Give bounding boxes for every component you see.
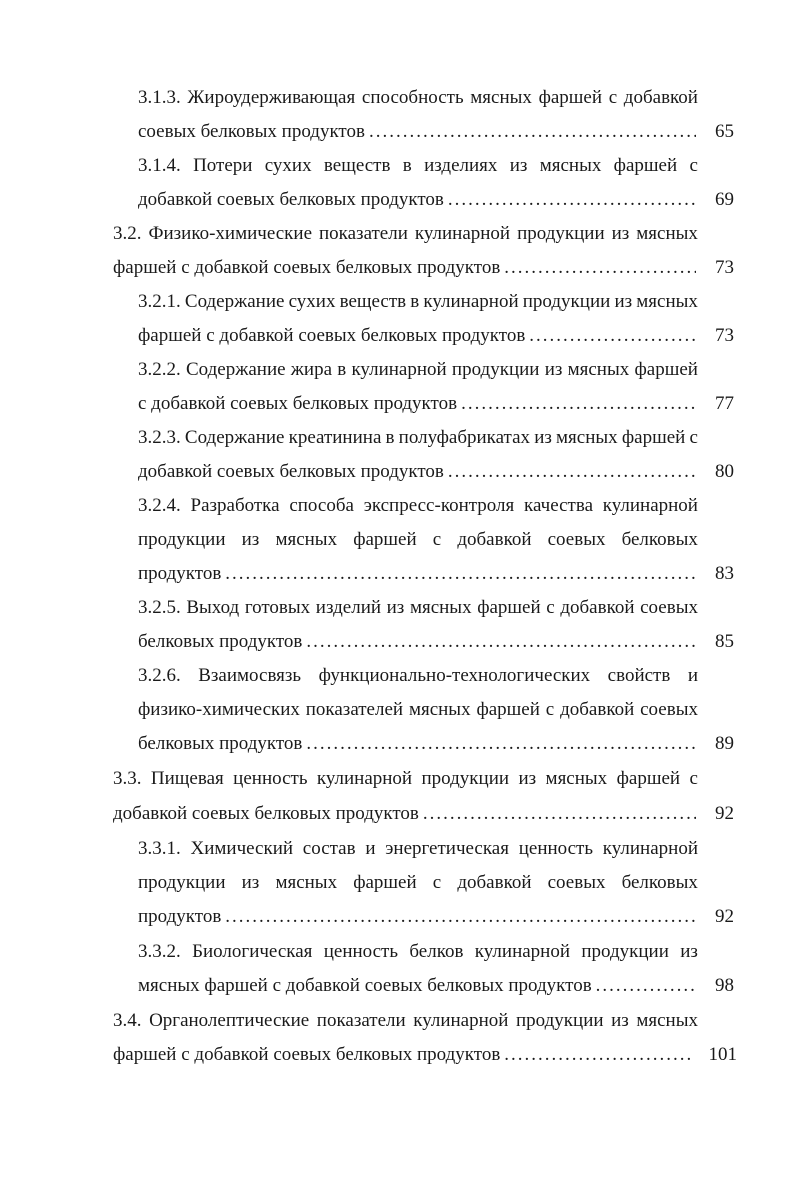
toc-word: из [611, 223, 630, 244]
dot-leader [225, 559, 696, 589]
toc-word: продукции [138, 529, 226, 550]
toc-word: Потери [193, 155, 253, 176]
toc-page-number: 65 [715, 121, 734, 142]
toc-entry-line [138, 83, 698, 113]
toc-word: с [689, 427, 698, 448]
toc-word: 3.2.2. [138, 359, 181, 380]
toc-word: Химический [190, 838, 294, 859]
toc-word: 3.2.5. [138, 597, 181, 618]
dot-leader [423, 799, 696, 829]
toc-word: веществ [323, 155, 391, 176]
toc-word: соевых [640, 699, 698, 720]
toc-word: полуфабрикатах [398, 427, 531, 448]
toc-word: 3.3.2. [138, 941, 181, 962]
toc-word: свойств [607, 665, 671, 686]
toc-word: добавкой [560, 597, 635, 618]
toc-page-number: 77 [715, 393, 734, 414]
toc-entry-text: фаршей с добавкой соевых белковых продуктов [113, 1044, 501, 1065]
toc-word: с [432, 529, 442, 550]
dot-leader [306, 729, 696, 759]
toc-page-number: 85 [715, 631, 734, 652]
toc-word: кулинарной [602, 495, 698, 516]
toc-entry-text: добавкой соевых белковых продуктов [113, 803, 419, 824]
toc-word: с [608, 87, 618, 108]
toc-page-number: 92 [715, 803, 734, 824]
toc-entry-line [138, 868, 698, 898]
toc-word: мясных [408, 699, 471, 720]
dot-leader [306, 627, 696, 657]
dot-leader [596, 971, 696, 1001]
toc-entry-text: продуктов [138, 906, 222, 927]
toc-word: продукции [138, 872, 226, 893]
toc-word: фаршей [353, 872, 417, 893]
toc-word: веществ [339, 291, 407, 312]
toc-word: с [689, 155, 698, 176]
toc-word: Содержание [184, 291, 285, 312]
toc-entry-leader-line [138, 389, 702, 419]
toc-word: продукции [421, 768, 510, 789]
toc-entry-line [138, 937, 698, 967]
toc-word: из [241, 529, 260, 550]
toc-word: из [241, 872, 260, 893]
toc-word: 3.2.6. [138, 665, 181, 686]
toc-page-number: 73 [715, 257, 734, 278]
toc-word: Содержание [184, 427, 285, 448]
toc-entry-line [138, 151, 698, 181]
toc-entry-text: белковых продуктов [138, 631, 303, 652]
toc-word: из [509, 155, 528, 176]
toc-word: Выход [186, 597, 240, 618]
toc-word: показатели [319, 223, 408, 244]
toc-word: белковых [621, 529, 698, 550]
dot-leader [529, 321, 696, 351]
toc-word: состав [302, 838, 356, 859]
toc-word: белковых [621, 872, 698, 893]
toc-entry-leader-line [138, 902, 702, 932]
dot-leader [448, 457, 696, 487]
toc-word: способа [289, 495, 354, 516]
toc-word: мясных [539, 155, 602, 176]
toc-entry-line [138, 423, 698, 453]
toc-word: с [432, 872, 442, 893]
toc-entry-leader-line [138, 185, 702, 215]
toc-entry-text: белковых продуктов [138, 733, 303, 754]
toc-entry-line [138, 834, 698, 864]
toc-entry-line [138, 491, 698, 521]
toc-entry-leader-line [138, 971, 702, 1001]
dot-leader [504, 1040, 691, 1070]
toc-word: соевых [640, 597, 698, 618]
toc-word: ценность [323, 941, 399, 962]
toc-word: мясных [636, 1010, 698, 1031]
toc-word: 3.2.1. [138, 291, 181, 312]
toc-entry-leader-line [113, 1040, 697, 1070]
toc-word: фаршей [613, 155, 678, 176]
toc-word: мясных [545, 768, 608, 789]
toc-word: в [385, 427, 395, 448]
toc-word: физико-химических [138, 699, 300, 720]
toc-word: из [544, 359, 563, 380]
toc-word: фаршей [616, 768, 681, 789]
toc-word: мясных [409, 597, 472, 618]
toc-entry-text: фаршей с добавкой соевых белковых продуктов [138, 325, 526, 346]
toc-entry-line [138, 661, 698, 691]
toc-word: белков [409, 941, 464, 962]
toc-word: мясных [636, 223, 698, 244]
toc-word: мясных [470, 87, 532, 108]
toc-entry-line [113, 1006, 698, 1036]
toc-word: сухих [288, 291, 336, 312]
toc-word: кулинарной [351, 359, 447, 380]
toc-page-number: 101 [708, 1044, 737, 1065]
toc-word: из [614, 291, 633, 312]
toc-word: кулинарной [602, 838, 698, 859]
toc-word: продукции [516, 1010, 604, 1031]
toc-entry-text: соевых белковых продуктов [138, 121, 365, 142]
toc-word: готовых [244, 597, 311, 618]
toc-word: показатели [316, 1010, 406, 1031]
toc-word: кулинарной [414, 223, 511, 244]
toc-word: Разработка [190, 495, 280, 516]
toc-entry-leader-line [138, 559, 702, 589]
toc-page-number: 69 [715, 189, 734, 210]
toc-word: креатинина [288, 427, 382, 448]
toc-word: фаршей [634, 359, 698, 380]
toc-word: кулинарной [423, 291, 519, 312]
toc-entry-text: продуктов [138, 563, 222, 584]
toc-entry-line [113, 219, 698, 249]
toc-entry-text: добавкой соевых белковых продуктов [138, 189, 444, 210]
toc-word: энергетическая [385, 838, 509, 859]
toc-word: 3.3. [113, 768, 142, 789]
dot-leader [504, 253, 696, 283]
toc-word: продукции [522, 291, 611, 312]
toc-word: кулинарной [474, 941, 571, 962]
toc-word: качества [524, 495, 593, 516]
toc-word: из [611, 1010, 629, 1031]
toc-word: кулинарной [316, 768, 413, 789]
toc-page-number: 92 [715, 906, 734, 927]
toc-word: экспресс-контроля [363, 495, 515, 516]
toc-word: соевых [547, 529, 606, 550]
toc-word: с [545, 699, 555, 720]
toc-word: фаршей [353, 529, 417, 550]
toc-word: сухих [264, 155, 312, 176]
toc-word: из [534, 427, 552, 448]
toc-word: 3.1.4. [138, 155, 181, 176]
toc-word: ценность [233, 768, 308, 789]
toc-word: продукции [451, 359, 540, 380]
toc-word: Жироудерживающая [187, 87, 356, 108]
toc-word: добавкой [560, 699, 635, 720]
toc-word: с [689, 768, 698, 789]
toc-word: соевых [547, 872, 606, 893]
toc-word: мясных [556, 427, 618, 448]
toc-entry-leader-line [138, 321, 702, 351]
toc-entry-leader-line [113, 253, 702, 283]
toc-word: с [546, 597, 555, 618]
toc-entry-line [138, 287, 698, 317]
toc-word: фаршей [476, 699, 540, 720]
toc-entry-leader-line [138, 729, 702, 759]
toc-word: функционально-технологических [318, 665, 591, 686]
toc-entry-text: с добавкой соевых белковых продуктов [138, 393, 458, 414]
toc-word: в [337, 359, 347, 380]
toc-word: жира [290, 359, 333, 380]
toc-word: в [410, 291, 420, 312]
toc-word: способность [361, 87, 464, 108]
toc-word: 3.3.1. [138, 838, 181, 859]
toc-word: Физико-химические [148, 223, 313, 244]
toc-entry-text: добавкой соевых белковых продуктов [138, 461, 444, 482]
toc-word: добавкой [457, 529, 532, 550]
toc-entry-line [138, 695, 698, 725]
toc-word: продукции [581, 941, 669, 962]
toc-page-number: 83 [715, 563, 734, 584]
toc-word: изделиях [424, 155, 498, 176]
toc-word: 3.1.3. [138, 87, 181, 108]
toc-page-number: 80 [715, 461, 734, 482]
toc-word: и [687, 665, 698, 686]
toc-word: мясных [636, 291, 698, 312]
toc-word: 3.2.4. [138, 495, 181, 516]
toc-word: продукции [517, 223, 605, 244]
toc-word: мясных [275, 872, 338, 893]
toc-page-number: 98 [715, 975, 734, 996]
toc-word: мясных [567, 359, 630, 380]
toc-entry-leader-line [138, 117, 702, 147]
toc-entry-line [138, 355, 698, 385]
toc-word: фаршей [477, 597, 541, 618]
toc-word: из [518, 768, 537, 789]
toc-entry-text: фаршей с добавкой соевых белковых продуктов [113, 257, 501, 278]
toc-word: добавкой [457, 872, 532, 893]
toc-word: ценность [518, 838, 594, 859]
toc-entry-leader-line [113, 799, 702, 829]
toc-word: 3.4. [113, 1010, 142, 1031]
toc-word: добавкой [623, 87, 698, 108]
toc-page-number: 73 [715, 325, 734, 346]
toc-word: показателей [305, 699, 404, 720]
dot-leader [225, 902, 696, 932]
toc-entry-leader-line [138, 457, 702, 487]
toc-word: из [680, 941, 698, 962]
dot-leader [461, 389, 696, 419]
toc-word: фаршей [538, 87, 603, 108]
toc-entry-line [138, 593, 698, 623]
toc-entry-line [138, 525, 698, 555]
toc-word: Взаимосвязь [198, 665, 302, 686]
toc-word: 3.2.3. [138, 427, 181, 448]
toc-word: и [365, 838, 376, 859]
toc-word: Биологическая [192, 941, 313, 962]
toc-word: Пищевая [150, 768, 224, 789]
toc-entry-line [113, 764, 698, 794]
dot-leader [448, 185, 696, 215]
toc-word: в [402, 155, 412, 176]
toc-word: мясных [275, 529, 338, 550]
dot-leader [369, 117, 696, 147]
toc-word: фаршей [621, 427, 686, 448]
toc-word: кулинарной [413, 1010, 509, 1031]
toc-word: Органолептические [149, 1010, 310, 1031]
toc-entry-text: мясных фаршей с добавкой соевых белковых продуктов [138, 975, 592, 996]
toc-entry-leader-line [138, 627, 702, 657]
toc-word: из [386, 597, 405, 618]
toc-word: Содержание [185, 359, 286, 380]
toc-word: изделий [315, 597, 382, 618]
toc-word: 3.2. [113, 223, 142, 244]
toc-page-number: 89 [715, 733, 734, 754]
